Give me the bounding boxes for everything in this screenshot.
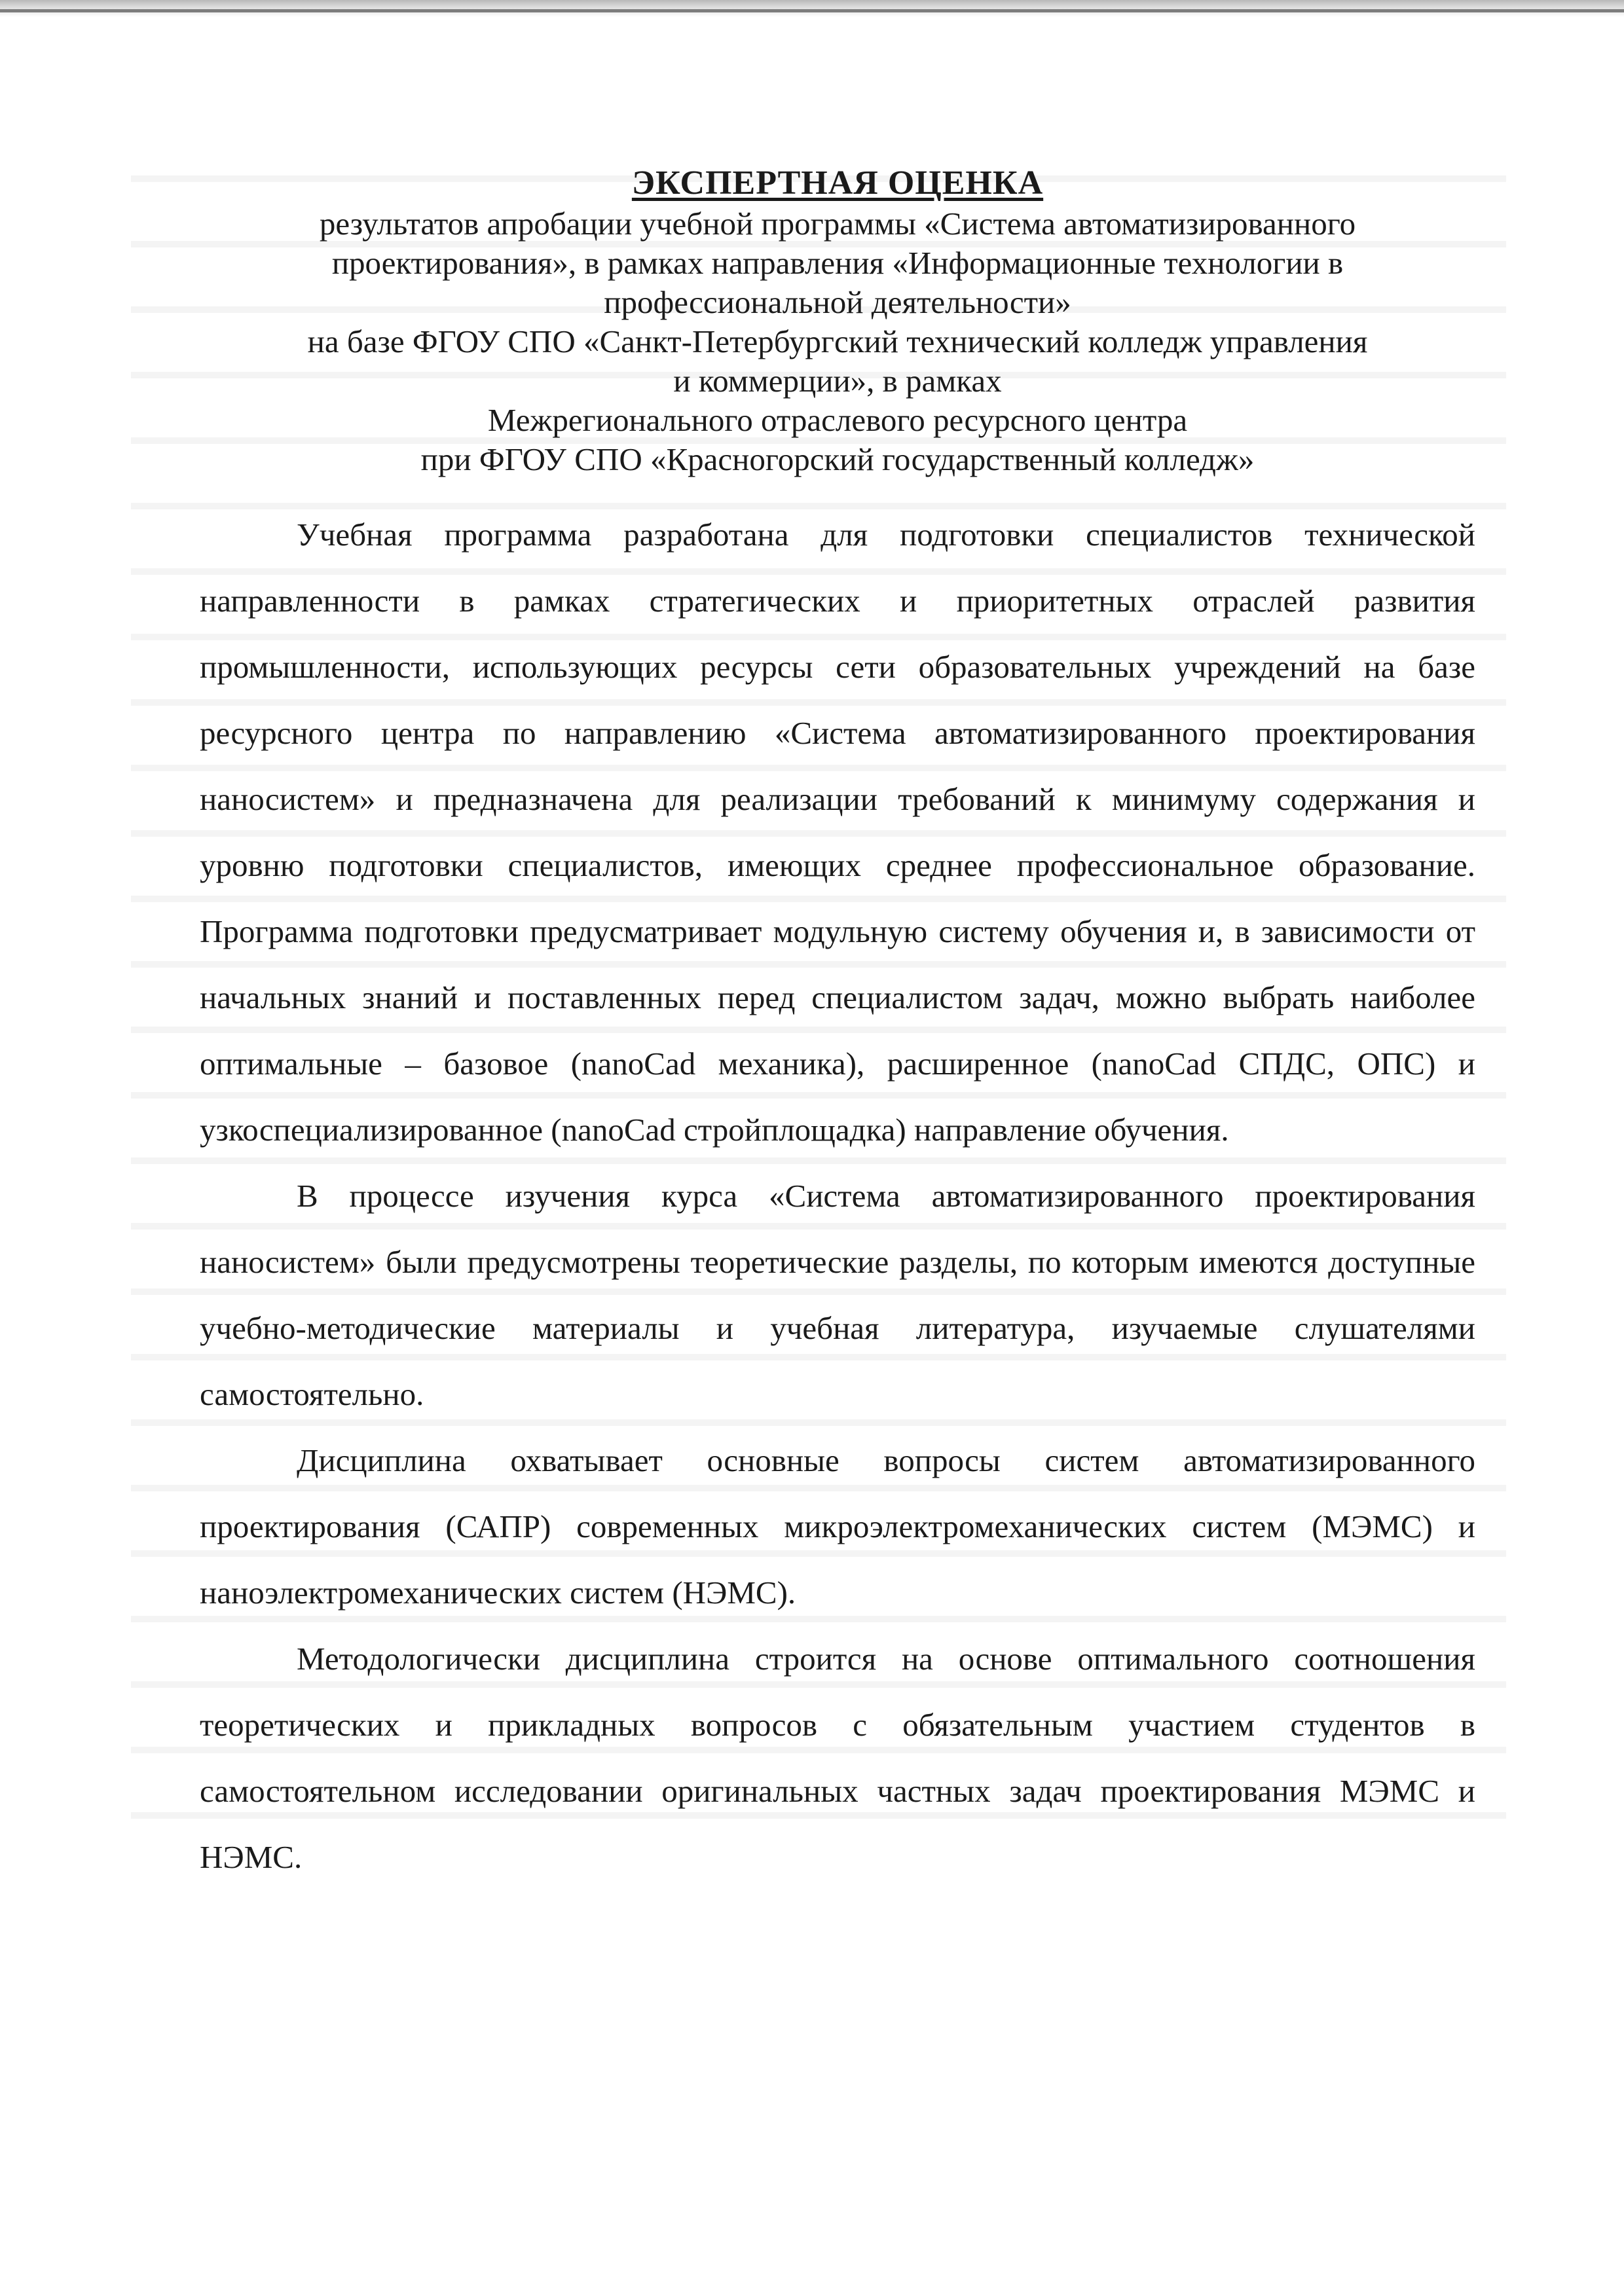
body-paragraph: Учебная программа разработана для подготовки специалистов технической направленности в рамках стратегических и приоритетных отраслей развития промышленности, использующих ресурсы сети образовательных учреждений на базе ресурсного центра по направлению «Система автоматизированного проектирования наносистем» и предназначена для реализации требований к минимуму содержания и уровню подготовки специалистов, имеющих среднее профессиональное образование. Программа подготовки предусматривает модульную систему обучения и, в зависимости от начальных знаний и поставленных перед специалистом задач, можно выбрать наиболее оптимальные – базовое (nanoCad механика), расширенное (nanoCad СПДС, ОПС) и узкоспециализированное (nanoCad стройплощадка) направление обучения. bbox=[200, 517, 1475, 1148]
body-paragraph: В процессе изучения курса «Система автоматизированного проектирования наносистем» были предусмотрены теоретические разделы, по которым имеются доступные учебно-методические материалы и учебная литература, изучаемые слушателями самостоятельно. bbox=[200, 1178, 1475, 1412]
body-paragraph: Дисциплина охватывает основные вопросы систем автоматизированного проектирования (САПР) современных микроэлектромеханических систем (МЭМС) и наноэлектромеханических систем (НЭМС). bbox=[200, 1442, 1475, 1611]
scan-edge-line bbox=[0, 9, 1624, 12]
document-header bbox=[200, 164, 1475, 479]
header-line: и коммерции», в рамках bbox=[673, 363, 1002, 399]
document-body bbox=[200, 501, 1475, 1890]
header-line: результатов апробации учебной программы «Система автоматизированного bbox=[319, 206, 1356, 242]
document-title: ЭКСПЕРТНАЯ ОЦЕНКА bbox=[631, 164, 1044, 202]
header-line: на базе ФГОУ СПО «Санкт-Петербургский технический колледж управления bbox=[307, 323, 1368, 359]
scan-top-edge bbox=[0, 0, 1624, 17]
header-line: профессиональной деятельности» bbox=[604, 284, 1071, 320]
header-line: проектирования», в рамках направления «Информационные технологии в bbox=[331, 245, 1344, 281]
document-page bbox=[200, 164, 1475, 1890]
header-line: Межрегионального отраслевого ресурсного центра bbox=[487, 402, 1188, 438]
header-line: при ФГОУ СПО «Красногорский государственный колледж» bbox=[420, 441, 1255, 477]
body-paragraph: Методологически дисциплина строится на основе оптимального соотношения теоретических и прикладных вопросов с обязательным участием студентов в самостоятельном исследовании оригинальных частных задач проектирования МЭМС и НЭМС. bbox=[200, 1641, 1475, 1875]
